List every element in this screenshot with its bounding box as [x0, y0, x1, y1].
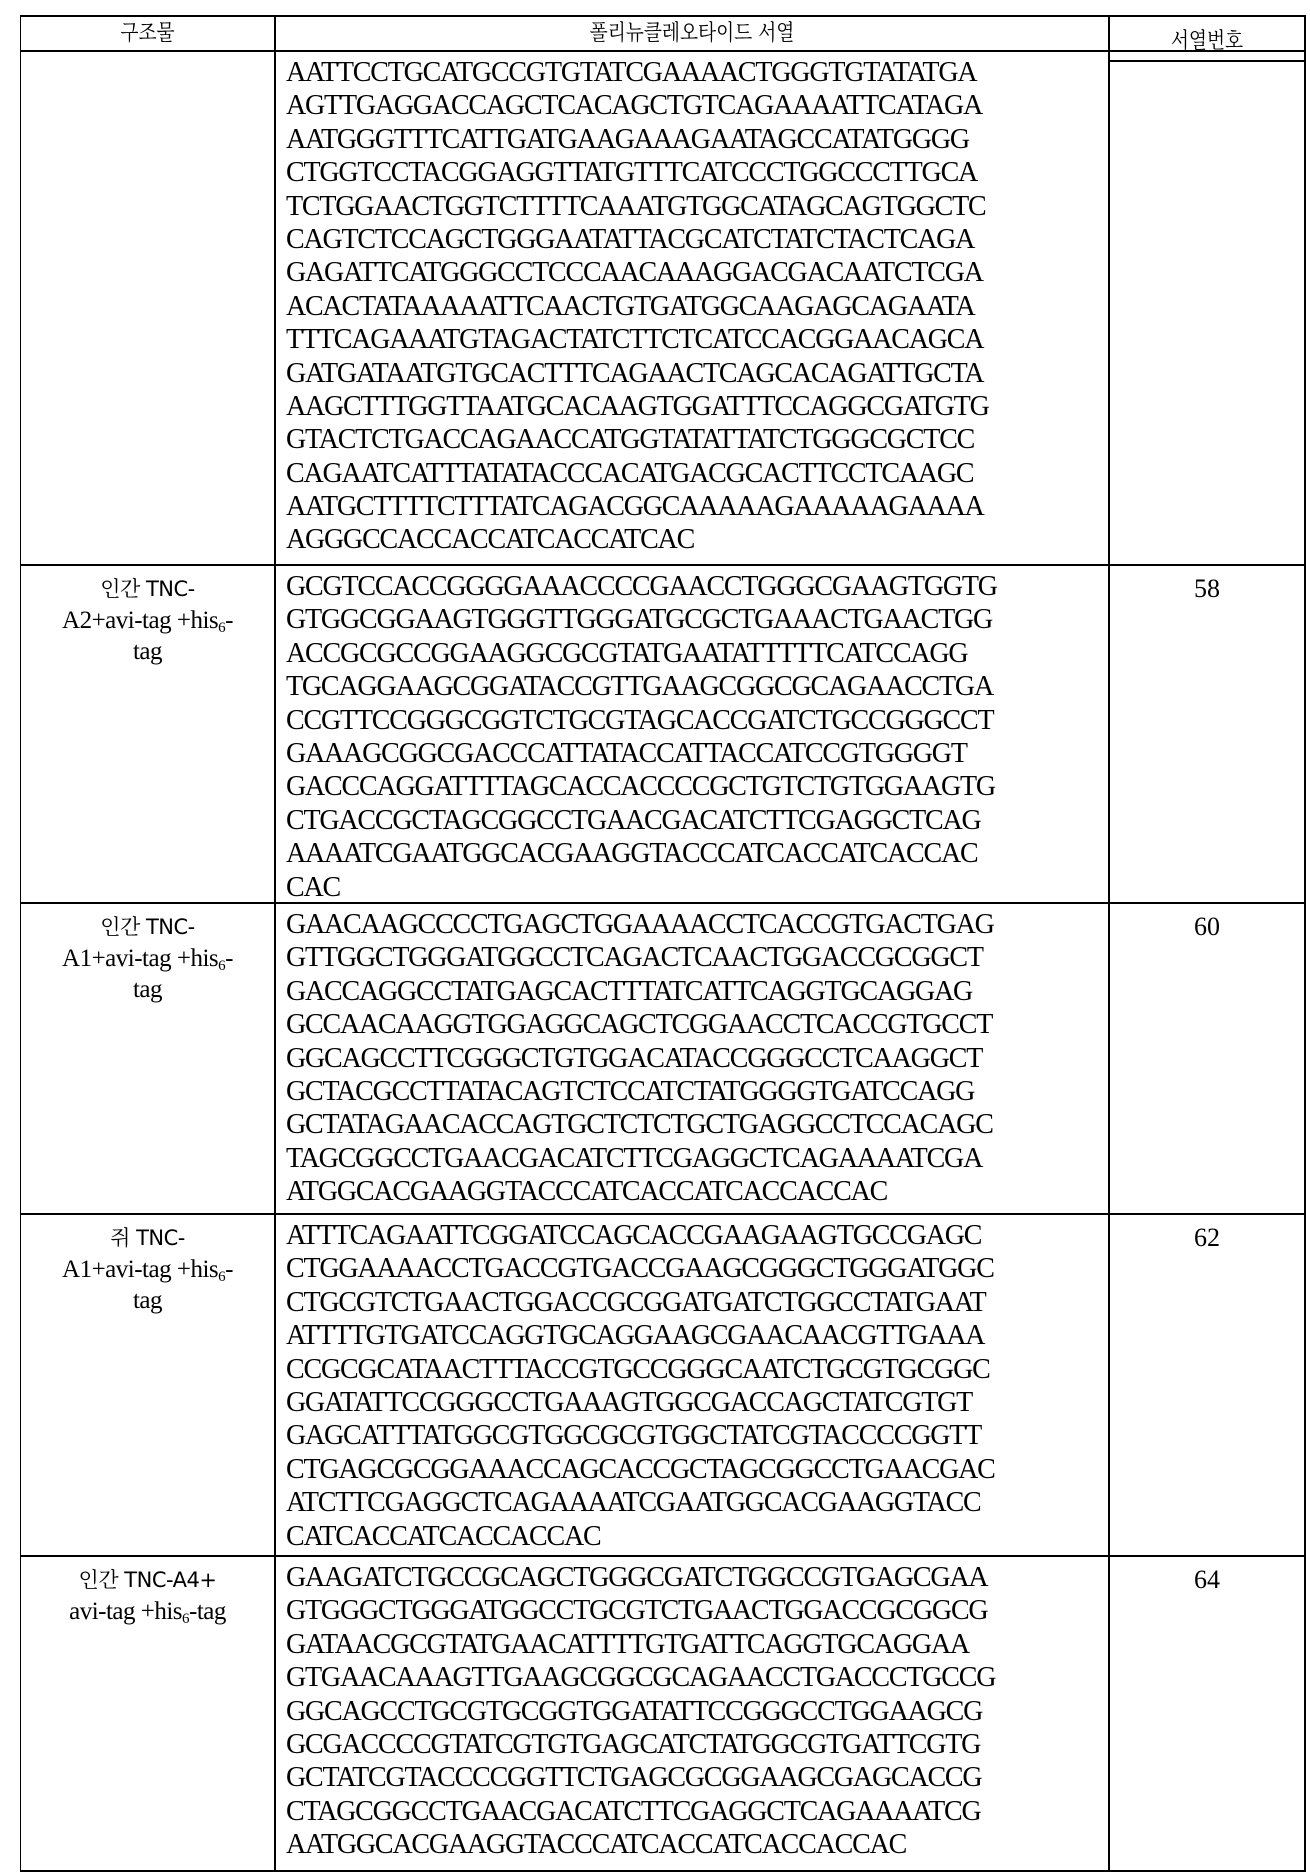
sequence-cell — [276, 1215, 1110, 1555]
construct-cell — [20, 566, 276, 902]
sequence-line: AATGGGTTTCATTGATGAAGAAAGAATAGCCATATGGGG — [286, 123, 1108, 156]
sequence-line: ATGGCACGAAGGTACCCATCACCATCACCACCAC — [286, 1175, 1108, 1208]
sequence-line: ATCTTCGAGGCTCAGAAAATCGAATGGCACGAAGGTACC — [286, 1486, 1108, 1519]
sequence-line: CCGCGCATAACTTTACCGTGCCGGGCAATCTGCGTGCGGC — [286, 1353, 1108, 1386]
sequence-line: CAGTCTCCAGCTGGGAATATTACGCATCTATCTACTCAGA — [286, 223, 1108, 256]
construct-text: A1+avi-tag +his — [62, 1256, 218, 1283]
construct-subscript: 6 — [218, 1269, 225, 1285]
seq-id-cell — [1110, 1215, 1306, 1555]
sequence-line: GTTGGCTGGGATGGCCTCAGACTCAACTGGACCGCGGCT — [286, 941, 1108, 974]
sequence-line: AATGCTTTTCTTTATCAGACGGCAAAAAGAAAAAGAAAA — [286, 490, 1108, 523]
construct-text: - — [225, 945, 233, 972]
sequence-line: GGCAGCCTGCGTGCGGTGGATATTCCGGGCCTGGAAGCG — [286, 1695, 1108, 1728]
sequence-line: GACCCAGGATTTTAGCACCACCCCGCTGTCTGTGGAAGTG — [286, 770, 1108, 803]
construct-subscript: 6 — [182, 1611, 189, 1627]
construct-cell — [20, 904, 276, 1213]
header-sequence-label: 폴리뉴클레오타이드 서열 — [338, 17, 1045, 50]
sequence-line: CCGTTCCGGGCGGTCTGCGTAGCACCGATCTGCCGGGCCT — [286, 704, 1108, 737]
sequence-line: AATTCCTGCATGCCGTGTATCGAAAACTGGGTGTATATGA — [286, 56, 1108, 89]
construct-line: tag — [21, 974, 274, 1005]
sequence-line: GCTATAGAACACCAGTGCTCTCTGCTGAGGCCTCCACAGC — [286, 1108, 1108, 1141]
sequence-line: GCTATCGTACCCCGGTTCTGAGCGCGGAAGCGAGCACCG — [286, 1761, 1108, 1794]
sequence-line: GAACAAGCCCCTGAGCTGGAAAACCTCACCGTGACTGAG — [286, 908, 1108, 941]
sequence-line: AATGGCACGAAGGTACCCATCACCATCACCACCAC — [286, 1828, 1108, 1861]
sequence-line: GATAACGCGTATGAACATTTTGTGATTCAGGTGCAGGAA — [286, 1628, 1108, 1661]
construct-subscript: 6 — [218, 958, 225, 974]
sequence-line: GCTACGCCTTATACAGTCTCCATCTATGGGGTGATCCAGG — [286, 1075, 1108, 1108]
header-construct-label: 구조물 — [40, 17, 255, 50]
sequence-line: GTACTCTGACCAGAACCATGGTATATTATCTGGGCGCTCC — [286, 423, 1108, 456]
sequence-line: GCCAACAAGGTGGAGGCAGCTCGGAACCTCACCGTGCCT — [286, 1008, 1108, 1041]
construct-line: 인간 TNC- — [21, 574, 274, 605]
sequence-line: CTGGTCCTACGGAGGTTATGTTTCATCCCTGGCCCTTGCA — [286, 156, 1108, 189]
sequence-table — [20, 15, 1306, 1872]
construct-text: avi-tag +his — [69, 1598, 182, 1625]
sequence-line: TTTCAGAAATGTAGACTATCTTCTCATCCACGGAACAGCA — [286, 323, 1108, 356]
construct-text: A1+avi-tag +his — [62, 945, 218, 972]
sequence-line: AGTTGAGGACCAGCTCACAGCTGTCAGAAAATTCATAGA — [286, 89, 1108, 122]
sequence-line: ACCGCGCCGGAAGGCGCGTATGAATATTTTTCATCCAGG — [286, 637, 1108, 670]
header-construct — [20, 17, 276, 50]
sequence-line: GAGATTCATGGGCCTCCCAACAAAGGACGACAATCTCGA — [286, 256, 1108, 289]
sequence-line: GACCAGGCCTATGAGCACTTTATCATTCAGGTGCAGGAG — [286, 975, 1108, 1008]
construct-cell — [20, 1215, 276, 1555]
seq-id-number: 60 — [1194, 912, 1220, 941]
seq-id-number: 58 — [1194, 574, 1220, 603]
sequence-cell — [276, 1557, 1110, 1870]
sequence-line: CTGCGTCTGAACTGGACCGCGGATGATCTGGCCTATGAAT — [286, 1286, 1108, 1319]
construct-text: - — [225, 1256, 233, 1283]
table-row — [20, 52, 1306, 566]
sequence-line: ACACTATAAAAATTCAACTGTGATGGCAAGAGCAGAATA — [286, 290, 1108, 323]
construct-line — [21, 605, 274, 636]
seq-id-cell — [1110, 904, 1306, 1213]
sequence-line: CATCACCATCACCACCAC — [286, 1520, 1108, 1553]
seq-id-number: 62 — [1194, 1223, 1220, 1252]
seq-id-number: 64 — [1194, 1565, 1220, 1594]
sequence-cell — [276, 52, 1110, 564]
table-row — [20, 566, 1306, 904]
construct-line: 쥐 TNC- — [21, 1223, 274, 1254]
construct-line — [21, 1596, 274, 1627]
construct-cell — [20, 1557, 276, 1870]
sequence-line: GGCAGCCTTCGGGCTGTGGACATACCGGGCCTCAAGGCT — [286, 1042, 1108, 1075]
construct-cell — [20, 52, 276, 564]
sequence-line: GAAGATCTGCCGCAGCTGGGCGATCTGGCCGTGAGCGAA — [286, 1561, 1108, 1594]
sequence-line: GAAAGCGGCGACCCATTATACCATTACCATCCGTGGGGT — [286, 737, 1108, 770]
header-seq-id-label: 서열번호 — [1125, 19, 1290, 64]
header-sequence — [276, 17, 1110, 50]
sequence-line: TGCAGGAAGCGGATACCGTTGAAGCGGCGCAGAACCTGA — [286, 670, 1108, 703]
sequence-cell — [276, 566, 1110, 902]
construct-line: tag — [21, 1285, 274, 1316]
sequence-line: GCGACCCCGTATCGTGTGAGCATCTATGGCGTGATTCGTG — [286, 1728, 1108, 1761]
sequence-line: CTAGCGGCCTGAACGACATCTTCGAGGCTCAGAAAATCG — [286, 1795, 1108, 1828]
construct-line: 인간 TNC-A4+ — [21, 1565, 274, 1596]
construct-text: - — [225, 607, 233, 634]
sequence-line: TAGCGGCCTGAACGACATCTTCGAGGCTCAGAAAATCGA — [286, 1142, 1108, 1175]
sequence-line: CAGAATCATTTATATACCCACATGACGCACTTCCTCAAGC — [286, 457, 1108, 490]
construct-line: 인간 TNC- — [21, 912, 274, 943]
construct-text: A2+avi-tag +his — [62, 607, 218, 634]
table-body — [20, 52, 1306, 1872]
table-row — [20, 1215, 1306, 1557]
sequence-line: GCGTCCACCGGGGAAACCCCGAACCTGGGCGAAGTGGTG — [286, 570, 1108, 603]
sequence-line: GTGAACAAAGTTGAAGCGGCGCAGAACCTGACCCTGCCG — [286, 1661, 1108, 1694]
sequence-line: CAC — [286, 871, 1108, 904]
construct-text: -tag — [189, 1598, 226, 1625]
sequence-line: GTGGGCTGGGATGGCCTGCGTCTGAACTGGACCGCGGCG — [286, 1594, 1108, 1627]
sequence-line: AGGGCCACCACCATCACCATCAC — [286, 523, 1108, 556]
table-header-row — [20, 15, 1306, 52]
construct-line: tag — [21, 636, 274, 667]
seq-id-cell — [1110, 1557, 1306, 1870]
sequence-line: CTGGAAAACCTGACCGTGACCGAAGCGGGCTGGGATGGC — [286, 1252, 1108, 1285]
construct-line — [21, 1254, 274, 1285]
table-row — [20, 904, 1306, 1215]
sequence-cell — [276, 904, 1110, 1213]
table-row — [20, 1557, 1306, 1872]
sequence-line: GTGGCGGAAGTGGGTTGGGATGCGCTGAAACTGAACTGG — [286, 603, 1108, 636]
sequence-line: ATTTCAGAATTCGGATCCAGCACCGAAGAAGTGCCGAGC — [286, 1219, 1108, 1252]
sequence-line: AAGCTTTGGTTAATGCACAAGTGGATTTCCAGGCGATGTG — [286, 390, 1108, 423]
sequence-line: CTGACCGCTAGCGGCCTGAACGACATCTTCGAGGCTCAG — [286, 804, 1108, 837]
sequence-line: AAAATCGAATGGCACGAAGGTACCCATCACCATCACCAC — [286, 837, 1108, 870]
sequence-line: GGATATTCCGGGCCTGAAAGTGGCGACCAGCTATCGTGT — [286, 1386, 1108, 1419]
sequence-line: ATTTTGTGATCCAGGTGCAGGAAGCGAACAACGTTGAAA — [286, 1319, 1108, 1352]
seq-id-cell — [1110, 566, 1306, 902]
sequence-line: GAGCATTTATGGCGTGGCGCGTGGCTATCGTACCCCGGTT — [286, 1419, 1108, 1452]
seq-id-cell — [1110, 52, 1306, 564]
sequence-line: CTGAGCGCGGAAACCAGCACCGCTAGCGGCCTGAACGAC — [286, 1453, 1108, 1486]
construct-subscript: 6 — [218, 620, 225, 636]
sequence-line: TCTGGAACTGGTCTTTTCAAATGTGGCATAGCAGTGGCTC — [286, 190, 1108, 223]
construct-line — [21, 943, 274, 974]
sequence-line: GATGATAATGTGCACTTTCAGAACTCAGCACAGATTGCTA — [286, 357, 1108, 390]
